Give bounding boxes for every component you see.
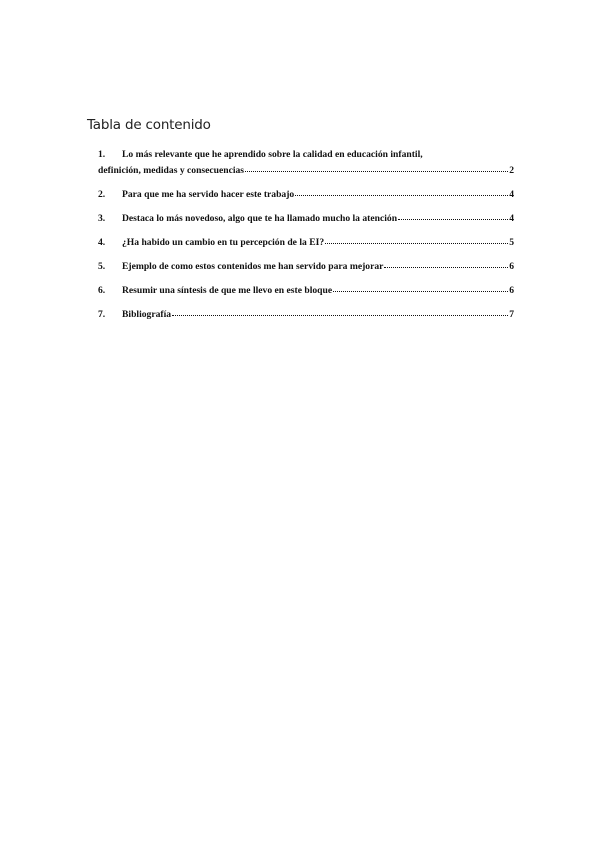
toc-entry-number: 2. bbox=[98, 189, 106, 200]
toc-leader-dots bbox=[398, 209, 508, 220]
toc-entry-number: 6. bbox=[98, 285, 106, 296]
toc-entry-continuation: definición, medidas y consecuencias bbox=[98, 165, 245, 176]
toc-entry-text: Bibliografía bbox=[122, 309, 172, 320]
toc-entry-number: 3. bbox=[98, 213, 106, 224]
toc-entry-5[interactable] bbox=[98, 258, 514, 273]
toc-entry-page: 2 bbox=[509, 165, 514, 176]
toc-entry-text: ¿Ha habido un cambio en tu percepción de la EI? bbox=[122, 237, 325, 248]
toc-entry-6[interactable] bbox=[98, 282, 514, 297]
toc-entry-page: 5 bbox=[509, 237, 514, 248]
toc-entry-1[interactable] bbox=[98, 147, 514, 177]
toc-leader-dots bbox=[325, 233, 508, 244]
toc-entry-number: 4. bbox=[98, 237, 106, 248]
toc-title: Tabla de contenido bbox=[87, 117, 211, 133]
toc-entry-7[interactable] bbox=[98, 306, 514, 321]
toc-entry-text: Ejemplo de como estos contenidos me han servido para mejorar bbox=[122, 261, 384, 272]
toc-entry-page: 7 bbox=[509, 309, 514, 320]
toc-leader-dots bbox=[172, 305, 508, 316]
toc-entry-text: Resumir una síntesis de que me llevo en este bloque bbox=[122, 285, 333, 296]
toc-leader-dots bbox=[333, 281, 508, 292]
toc-entry-4[interactable] bbox=[98, 234, 514, 249]
toc-entry-page: 6 bbox=[509, 261, 514, 272]
toc-leader-dots bbox=[245, 161, 508, 172]
toc-entry-number: 7. bbox=[98, 309, 106, 320]
toc-leader-dots bbox=[295, 185, 508, 196]
toc-entry-number: 1. bbox=[98, 149, 106, 160]
toc-entry-text: Lo más relevante que he aprendido sobre la calidad en educación infantil, bbox=[122, 149, 423, 160]
toc-leader-dots bbox=[384, 257, 508, 268]
toc-entry-3[interactable] bbox=[98, 210, 514, 225]
table-of-contents bbox=[98, 147, 514, 321]
toc-entry-text: Destaca lo más novedoso, algo que te ha llamado mucho la atención bbox=[122, 213, 398, 224]
toc-entry-2[interactable] bbox=[98, 186, 514, 201]
toc-entry-number: 5. bbox=[98, 261, 106, 272]
toc-entry-page: 6 bbox=[509, 285, 514, 296]
toc-entry-text: Para que me ha servido hacer este trabajo bbox=[122, 189, 295, 200]
toc-entry-page: 4 bbox=[509, 189, 514, 200]
toc-entry-page: 4 bbox=[509, 213, 514, 224]
